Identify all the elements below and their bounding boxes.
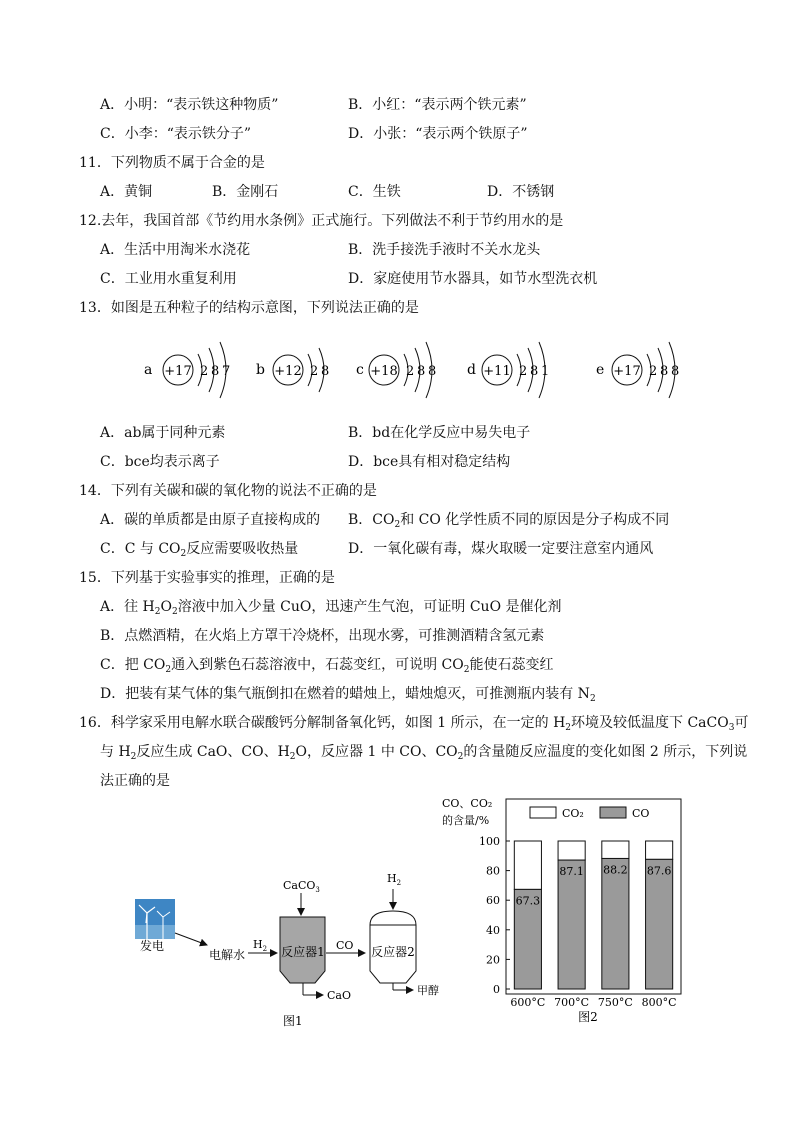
shell-electrons: 8: [660, 364, 669, 379]
bar-co2: [602, 841, 629, 858]
shell-electrons: 2: [406, 364, 415, 379]
shell-electrons: 8: [671, 364, 680, 379]
bar-co2: [514, 841, 541, 889]
particle-d: [467, 342, 549, 398]
x-tick-label: 800°C: [641, 996, 677, 1009]
y-axis-label-line1: CO、CO₂: [442, 797, 493, 810]
q11-option-c: C．生铁: [348, 184, 401, 200]
particle-a: [144, 342, 230, 398]
nucleus-charge: +12: [274, 364, 302, 379]
shell-electrons: 8: [530, 364, 539, 379]
particle-label: b: [256, 362, 265, 378]
q16-stem-line1: 16．科学家采用电解水联合碳酸钙分解制备氧化钙，如图 1 所示，在一定的 $H_2$环境及较低温度下 CaCO$_3$可: [79, 715, 749, 733]
particle-c: [356, 342, 436, 398]
shell-electrons: 7: [222, 364, 231, 379]
q15-option-a: A．往 $H_2O_2$溶液中加入少量 CuO，迅速产生气泡，可证明 CuO 是催化剂: [100, 599, 562, 617]
y-tick-label: 60: [486, 894, 500, 908]
figure-2-caption: 图2: [578, 1010, 598, 1024]
figure-1-caption: 图1: [283, 1014, 303, 1028]
shell-electrons: 2: [310, 364, 319, 379]
q14-option-a: A．碳的单质都是由原子直接构成的: [100, 512, 321, 528]
bar-data-label: 67.3: [515, 894, 541, 908]
bar-co2: [558, 841, 585, 860]
particle-label: c: [356, 362, 364, 378]
nucleus-charge: +18: [370, 364, 398, 379]
shell-electrons: 8: [211, 364, 220, 379]
legend-swatch-co: [600, 807, 626, 818]
bar-data-label: 87.6: [646, 864, 672, 878]
particle-label: e: [596, 362, 605, 378]
q12-option-d: D．家庭使用节水器具，如节水型洗衣机: [348, 271, 598, 287]
shell-electrons: 8: [321, 364, 330, 379]
q16-stem-line2: 与 $H_2$反应生成 CaO、CO、$H_2O$，反应器 1 中 CO、$CO_2$的含量随反应温度的变化如图 2 所示，下列说: [100, 744, 748, 762]
q10-option-a: A．小明：“表示铁这种物质”: [100, 97, 279, 113]
h2-label: $H_2$: [253, 938, 268, 953]
particle-e: [596, 342, 679, 398]
q11-option-d: D．不锈钢: [487, 184, 555, 200]
y-tick-label: 40: [486, 923, 500, 937]
q11-option-b: B．金刚石: [212, 184, 279, 200]
shell-electrons: 8: [417, 364, 426, 379]
q15-option-c: C．把 $CO_2$通入到紫色石蕊溶液中，石蕊变红，可说明 $CO_2$能使石蕊变红: [100, 657, 554, 675]
shell-electrons: 2: [200, 364, 209, 379]
q12-option-c: C．工业用水重复利用: [100, 271, 237, 287]
q13-stem: 13．如图是五种粒子的结构示意图，下列说法正确的是: [79, 300, 419, 316]
q15-option-d: D．把装有某气体的集气瓶倒扣在燃着的蜡烛上，蜡烛熄灭，可推测瓶内装有 $N_2$: [100, 686, 596, 704]
q14-stem: 14．下列有关碳和碳的氧化物的说法不正确的是: [79, 483, 377, 499]
shell-electrons: 8: [428, 364, 437, 379]
shell-electrons: 1: [541, 364, 550, 379]
y-tick-label: 0: [493, 983, 500, 996]
figure-1-process-diagram: [125, 865, 455, 1030]
bar-co: [602, 858, 629, 989]
co-label: CO: [336, 939, 354, 952]
q10-option-d: D．小张：“表示两个铁原子”: [348, 126, 528, 142]
y-axis-label-line2: 的含量/%: [442, 814, 490, 827]
shell-electrons: 2: [649, 364, 658, 379]
cao-label: CaO: [327, 989, 351, 1002]
chart-legend: [530, 807, 649, 820]
nucleus-charge: +11: [483, 364, 511, 379]
particle-label: d: [467, 362, 476, 378]
q15-stem: 15．下列基于实验事实的推理，正确的是: [79, 570, 335, 586]
bar-co: [646, 859, 673, 989]
nucleus-charge: +17: [613, 364, 641, 379]
y-tick-label: 100: [479, 835, 500, 848]
reactor-1-label: 反应器1: [281, 945, 325, 959]
wind-turbine-icon: [135, 899, 175, 939]
q12-option-b: B．洗手接洗手液时不关水龙头: [348, 242, 541, 258]
methanol-label: 甲醇: [417, 984, 439, 997]
h2-top-label: $H_2$: [387, 872, 402, 887]
q11-stem: 11．下列物质不属于合金的是: [79, 155, 265, 171]
q13-option-c: C．bce均表示离子: [100, 454, 220, 470]
electrolysis-label: 电解水: [209, 948, 246, 962]
q10-option-b: B．小红：“表示两个铁元素”: [348, 97, 527, 113]
figure-2-bar-chart: [440, 795, 690, 1030]
atomic-structure-diagrams: [130, 330, 690, 410]
x-tick-label: 700°C: [554, 996, 590, 1009]
legend-swatch-co2: [530, 807, 556, 818]
q12-option-a: A．生活中用淘米水浇花: [100, 242, 251, 258]
q15-option-b: B．点燃酒精，在火焰上方罩干冷烧杯，出现水雾，可推测酒精含氢元素: [100, 628, 545, 644]
shell-electrons: 2: [519, 364, 528, 379]
q11-option-a: A．黄铜: [100, 184, 153, 200]
q13-option-d: D．bce具有相对稳定结构: [348, 454, 511, 470]
q12-stem: 12.去年，我国首部《节约用水条例》正式施行。下列做法不利于节约用水的是: [79, 213, 564, 229]
q14-option-b: B．$CO_2$和 CO 化学性质不同的原因是分子构成不同: [348, 512, 670, 530]
q16-stem-line3: 法正确的是: [100, 773, 170, 789]
particle-label: a: [144, 362, 153, 378]
caco3-label: CaCO$_3$: [283, 879, 320, 894]
q13-option-a: A．ab属于同种元素: [100, 425, 226, 441]
bar-data-label: 87.1: [559, 865, 584, 879]
legend-label-co: CO: [632, 807, 650, 820]
legend-label-co2: CO₂: [562, 807, 584, 820]
x-tick-label: 600°C: [510, 996, 546, 1009]
bar-co2: [646, 841, 673, 859]
bar-data-label: 88.2: [603, 863, 628, 877]
bar-co: [558, 860, 585, 989]
q14-option-d: D．一氧化碳有毒，煤火取暖一定要注意室内通风: [348, 541, 654, 557]
q14-option-c: C．C 与 $CO_2$反应需要吸收热量: [100, 541, 299, 559]
x-tick-label: 750°C: [597, 996, 633, 1009]
y-tick-label: 20: [486, 953, 500, 967]
particle-b: [256, 348, 329, 392]
reactor-2-label: 反应器2: [371, 945, 415, 959]
power-generation-label: 发电: [140, 939, 165, 953]
q10-option-c: C．小李：“表示铁分子”: [100, 126, 252, 142]
nucleus-charge: +17: [164, 364, 192, 379]
y-tick-label: 80: [486, 864, 500, 878]
q13-option-b: B．bd在化学反应中易失电子: [348, 425, 531, 441]
